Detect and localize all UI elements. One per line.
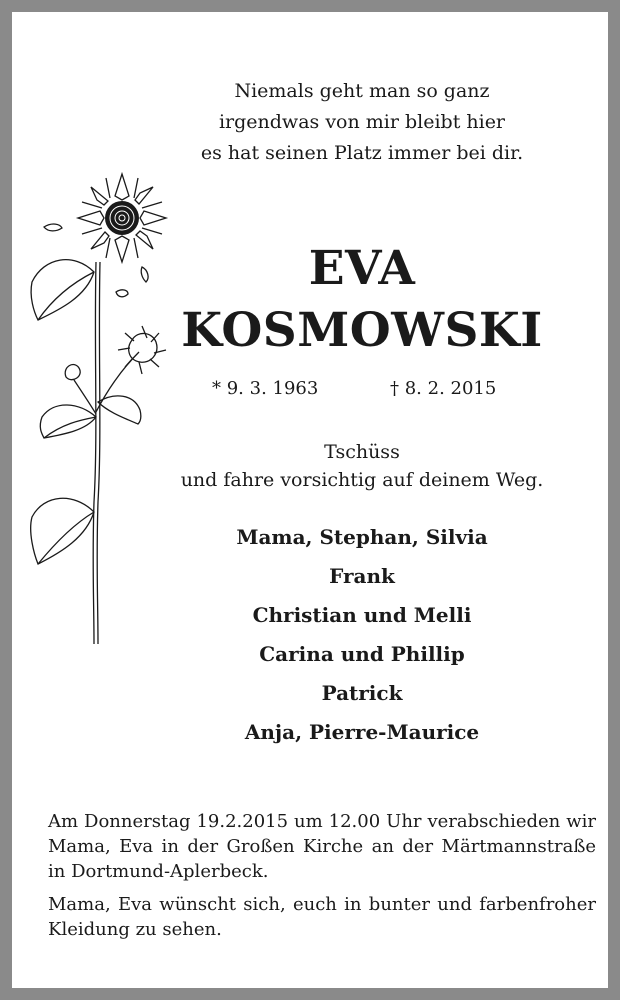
mourner-entry: Frank — [329, 564, 395, 588]
farewell-line: Tschüss — [324, 441, 400, 463]
funeral-notice — [48, 809, 596, 942]
mourner-entry: Carina und Phillip — [259, 642, 465, 666]
death-date: † 8. 2. 2015 — [390, 378, 497, 399]
poem-line: Niemals geht man so ganz — [234, 80, 490, 102]
mourner-entry: Patrick — [321, 681, 403, 705]
farewell-message — [132, 438, 592, 494]
mourner-entry: Anja, Pierre-Maurice — [244, 720, 480, 744]
first-name: EVA — [308, 241, 416, 296]
birth-date: * 9. 3. 1963 — [212, 378, 319, 399]
farewell-line: und fahre vorsichtig auf deinem Weg. — [180, 469, 544, 491]
last-name: KOSMOWSKI — [181, 303, 543, 358]
mourner-entry: Mama, Stephan, Silvia — [236, 525, 488, 549]
dress-request: Mama, Eva wünscht sich, euch in bunter und farbenfroher Kleidung zu sehen. — [48, 894, 596, 940]
mourner-entry: Christian und Melli — [252, 603, 472, 627]
service-details: Am Donnerstag 19.2.2015 um 12.00 Uhr verabschieden wir Mama, Eva in der Großen Kirche an der Märtmannstraße in Dortmund-Aplerbeck. — [48, 811, 596, 882]
deceased-name — [142, 238, 582, 362]
mourners-list — [172, 518, 552, 752]
poem-line: irgendwas von mir bleibt hier — [218, 111, 506, 133]
poem — [152, 76, 572, 169]
poem-line: es hat seinen Platz immer bei dir. — [200, 142, 524, 164]
